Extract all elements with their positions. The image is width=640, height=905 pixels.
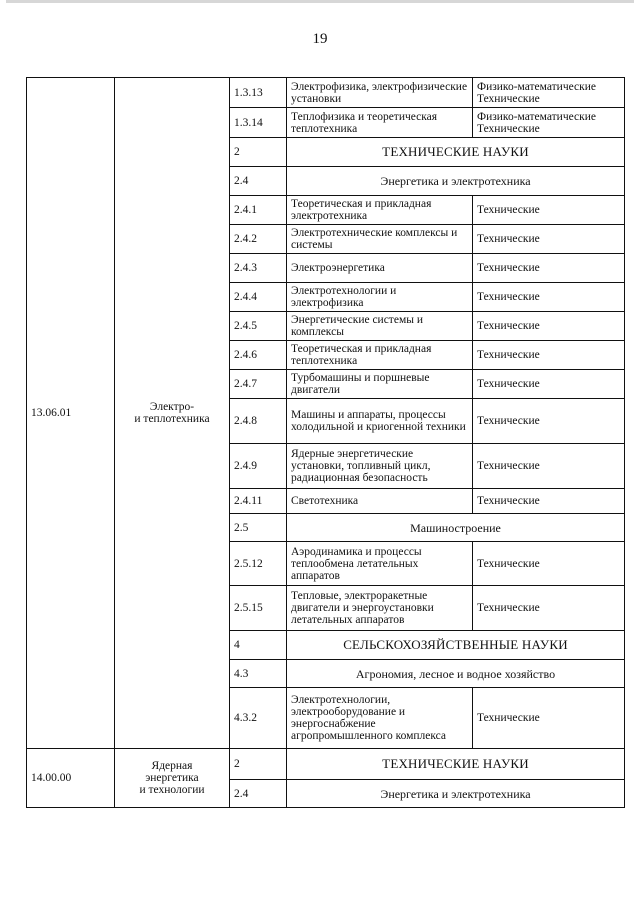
page-top-border: [6, 0, 634, 3]
science-field: Технические: [473, 444, 625, 489]
specialty-code: 2.4.7: [230, 370, 287, 399]
specialty-code: 2.4.1: [230, 196, 287, 225]
specialty-code: 2.4.2: [230, 225, 287, 254]
section-code: 2.4: [230, 780, 287, 808]
specialty-title: Электротехнологии, электрооборудование и энергоснабжение агропромышленного комплекса: [287, 688, 473, 749]
group-code: 13.06.01: [27, 78, 115, 749]
section-code: 2: [230, 749, 287, 780]
specialty-code: 2.5.12: [230, 542, 287, 586]
specialty-title: Ядерные энергетические установки, топливный цикл, радиационная безопасность: [287, 444, 473, 489]
section-title: Энергетика и электротехника: [287, 167, 625, 196]
specialty-title: Электротехнологии и электрофизика: [287, 283, 473, 312]
section-title: Энергетика и электротехника: [287, 780, 625, 808]
specialty-code: 2.4.9: [230, 444, 287, 489]
section-code: 2.5: [230, 514, 287, 542]
science-field: Технические: [473, 370, 625, 399]
science-field: Технические: [473, 312, 625, 341]
specialty-title: Тепловые, электроракетные двигатели и энергоустановки летательных аппаратов: [287, 586, 473, 631]
science-field: Технические: [473, 196, 625, 225]
specialty-title: Электротехнические комплексы и системы: [287, 225, 473, 254]
group-code: 14.00.00: [27, 749, 115, 808]
science-field: Физико-математические Технические: [473, 78, 625, 108]
specialty-code: 2.4.8: [230, 399, 287, 444]
section-row: [27, 749, 625, 780]
specialty-code: 2.4.11: [230, 489, 287, 514]
science-field: Технические: [473, 688, 625, 749]
specialty-code: 2.4.5: [230, 312, 287, 341]
science-field: Технические: [473, 399, 625, 444]
table-body: [27, 78, 625, 808]
science-field: Технические: [473, 489, 625, 514]
section-code: 2: [230, 138, 287, 167]
specialty-code: 2.4.4: [230, 283, 287, 312]
section-title: Агрономия, лесное и водное хозяйство: [287, 660, 625, 688]
science-field: Технические: [473, 341, 625, 370]
section-title: ТЕХНИЧЕСКИЕ НАУКИ: [287, 749, 625, 780]
specialty-title: Электроэнергетика: [287, 254, 473, 283]
science-field: Технические: [473, 254, 625, 283]
group-name: Электро- и теплотехника: [115, 78, 230, 749]
specialties-table: [26, 77, 625, 808]
section-code: 2.4: [230, 167, 287, 196]
specialty-title: Теоретическая и прикладная электротехника: [287, 196, 473, 225]
science-field: Технические: [473, 586, 625, 631]
science-field: Технические: [473, 283, 625, 312]
specialty-code: 2.4.6: [230, 341, 287, 370]
specialty-title: Машины и аппараты, процессы холодильной и криогенной техники: [287, 399, 473, 444]
specialty-title: Теплофизика и теоретическая теплотехника: [287, 108, 473, 138]
science-field: Технические: [473, 225, 625, 254]
specialty-title: Турбомашины и поршневые двигатели: [287, 370, 473, 399]
section-code: 4.3: [230, 660, 287, 688]
section-title: Машиностроение: [287, 514, 625, 542]
page-number: 19: [312, 31, 328, 47]
specialty-code: 4.3.2: [230, 688, 287, 749]
specialty-title: Электрофизика, электрофизические установки: [287, 78, 473, 108]
specialty-code: 2.5.15: [230, 586, 287, 631]
science-field: Технические: [473, 542, 625, 586]
specialty-code: 1.3.13: [230, 78, 287, 108]
specialty-code: 2.4.3: [230, 254, 287, 283]
section-title: ТЕХНИЧЕСКИЕ НАУКИ: [287, 138, 625, 167]
table-row: [27, 78, 625, 108]
section-code: 4: [230, 631, 287, 660]
specialty-title: Энергетические системы и комплексы: [287, 312, 473, 341]
specialty-title: Теоретическая и прикладная теплотехника: [287, 341, 473, 370]
group-name: Ядерная энергетика и технологии: [115, 749, 230, 808]
science-field: Физико-математические Технические: [473, 108, 625, 138]
specialty-title: Светотехника: [287, 489, 473, 514]
specialty-title: Аэродинамика и процессы теплообмена летательных аппаратов: [287, 542, 473, 586]
specialty-code: 1.3.14: [230, 108, 287, 138]
section-title: СЕЛЬСКОХОЗЯЙСТВЕННЫЕ НАУКИ: [287, 631, 625, 660]
